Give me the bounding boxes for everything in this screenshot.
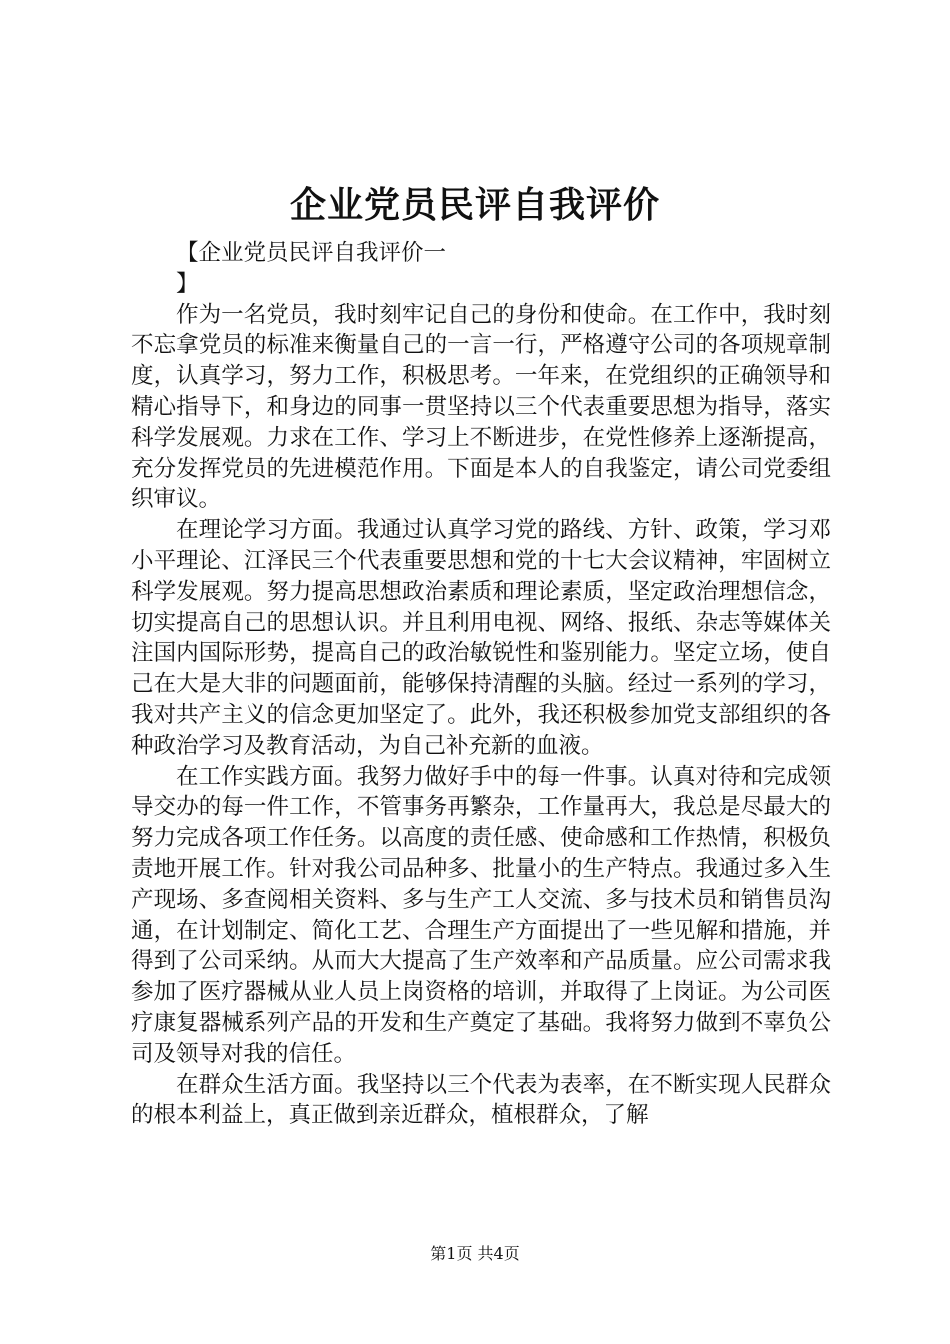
document-title: 企业党员民评自我评价 (289, 185, 660, 226)
paragraph-mass-life: 在群众生活方面。我坚持以三个代表为表率，在不断实现人民群众的根本利益上，真正做到亲近群众，植根群众，了解 (131, 1071, 831, 1129)
paragraph-work-practice: 在工作实践方面。我努力做好手中的每一件事。认真对待和完成领导交办的每一件工作，不管事务再繁杂，工作量再大，我总是尽最大的努力完成各项工作任务。以高度的责任感、使命感和工作热情，积极负责地开展工作。针对我公司品种多、批量小的生产特点。我通过多入生产现场、多查阅相关资料、多与生产工人交流、多与技术员和销售员沟通，在计划制定、简化工艺、合理生产方面提出了一些见解和措施，并得到了公司采纳。从而大大提高了生产效率和产品质量。应公司需求我参加了医疗器械从业人员上岗资格的培训，并取得了上岗证。为公司医疗康复器械系列产品的开发和生产奠定了基础。我将努力做到不辜负公司及领导对我的信任。 (131, 763, 831, 1067)
paragraph-theory-study: 在理论学习方面。我通过认真学习党的路线、方针、政策，学习邓小平理论、江泽民三个代表重要思想和党的十七大会议精神，牢固树立科学发展观。努力提高思想政治素质和理论素质，坚定政治理想信念，切实提高自己的思想认识。并且利用电视、网络、报纸、杂志等媒体关注国内国际形势，提高自己的政治敏锐性和鉴别能力。坚定立场，使自己在大是大非的问题面前，能够保持清醒的头脑。经过一系列的学习，我对共产主义的信念更加坚定了。此外，我还积极参加党支部组织的各种政治学习及教育活动，为自己补充新的血液。 (131, 517, 831, 759)
document-body (131, 238, 831, 1131)
subheading-close: 】 (176, 270, 199, 297)
subheading-open: 【企业党员民评自我评价一 (176, 240, 447, 266)
paragraph-intro: 作为一名党员，我时刻牢记自己的身份和使命。在工作中，我时刻不忘拿党员的标准来衡量自己的一言一行，严格遵守公司的各项规章制度，认真学习，努力工作，积极思考。一年来，在党组织的正确领导和精心指导下，和身边的同事一贯坚持以三个代表重要思想为指导，落实科学发展观。力求在工作、学习上不断进步，在党性修养上逐渐提高，充分发挥党员的先进模范作用。下面是本人的自我鉴定，请公司党委组织审议。 (131, 301, 831, 513)
page-number-footer: 第1页 共4页 (430, 1244, 520, 1263)
